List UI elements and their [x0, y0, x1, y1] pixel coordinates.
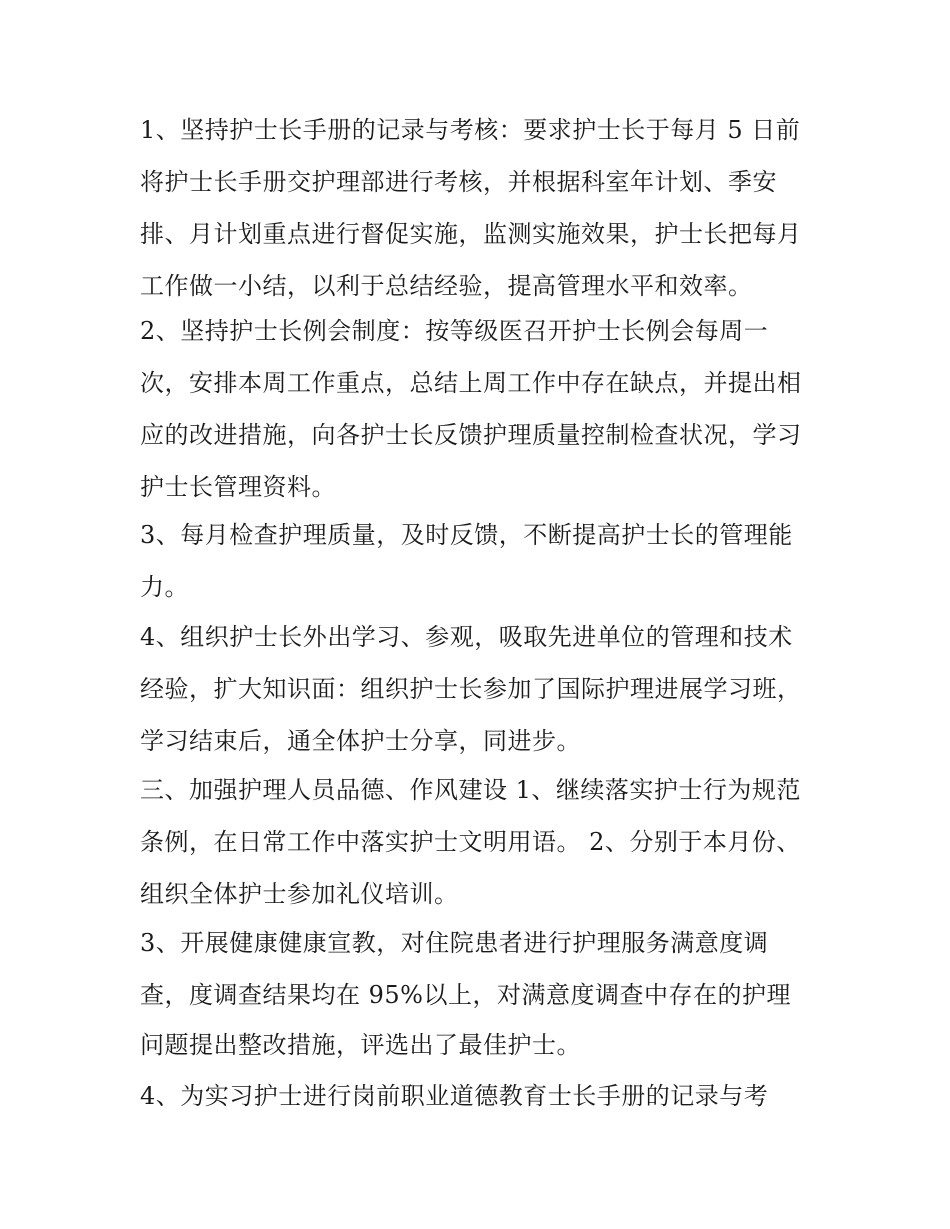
text-line: 3、每月检查护理质量，及时反馈，不断提高护士长的管理能	[140, 521, 793, 549]
text-line: 三、加强护理人员品德、作风建设 1、继续落实护士行为规范	[140, 776, 801, 804]
text-line: 组织全体护士参加礼仪培训。	[140, 880, 459, 908]
text-line: 学习结束后，通全体护士分享，同进步。	[140, 727, 581, 755]
text-line: 次，安排本周工作重点，总结上周工作中存在缺点，并提出相	[140, 369, 802, 397]
text-line: 应的改进措施，向各护士长反馈护理质量控制检查状况，学习	[140, 421, 802, 449]
text-line: 护士长管理资料。	[140, 473, 336, 501]
text-line: 问题提出整改措施，评选出了最佳护士。	[140, 1031, 581, 1059]
text-line: 条例，在日常工作中落实护士文明用语。 2、分别于本月份、	[140, 828, 801, 856]
text-line: 3、开展健康健康宣教，对住院患者进行护理服务满意度调	[140, 929, 769, 957]
text-line: 力。	[140, 573, 189, 601]
text-line: 排、月计划重点进行督促实施，监测实施效果，护士长把每月	[140, 220, 802, 248]
text-line: 将护士长手册交护理部进行考核，并根据科室年计划、季安	[140, 168, 777, 196]
text-line: 查，度调查结果均在 95%以上，对满意度调查中存在的护理	[140, 981, 791, 1009]
text-line: 工作做一小结，以利于总结经验，提高管理水平和效率。	[140, 272, 753, 300]
text-line: 2、坚持护士长例会制度：按等级医召开护士长例会每周一	[140, 317, 769, 345]
text-line: 1、坚持护士长手册的记录与考核：要求护士长于每月 5 日前	[140, 116, 801, 144]
text-line: 4、为实习护士进行岗前职业道德教育士长手册的记录与考	[140, 1082, 769, 1110]
text-line: 4、组织护士长外出学习、参观，吸取先进单位的管理和技术	[140, 623, 793, 651]
text-line: 经验，扩大知识面：组织护士长参加了国际护理进展学习班，	[140, 675, 802, 703]
